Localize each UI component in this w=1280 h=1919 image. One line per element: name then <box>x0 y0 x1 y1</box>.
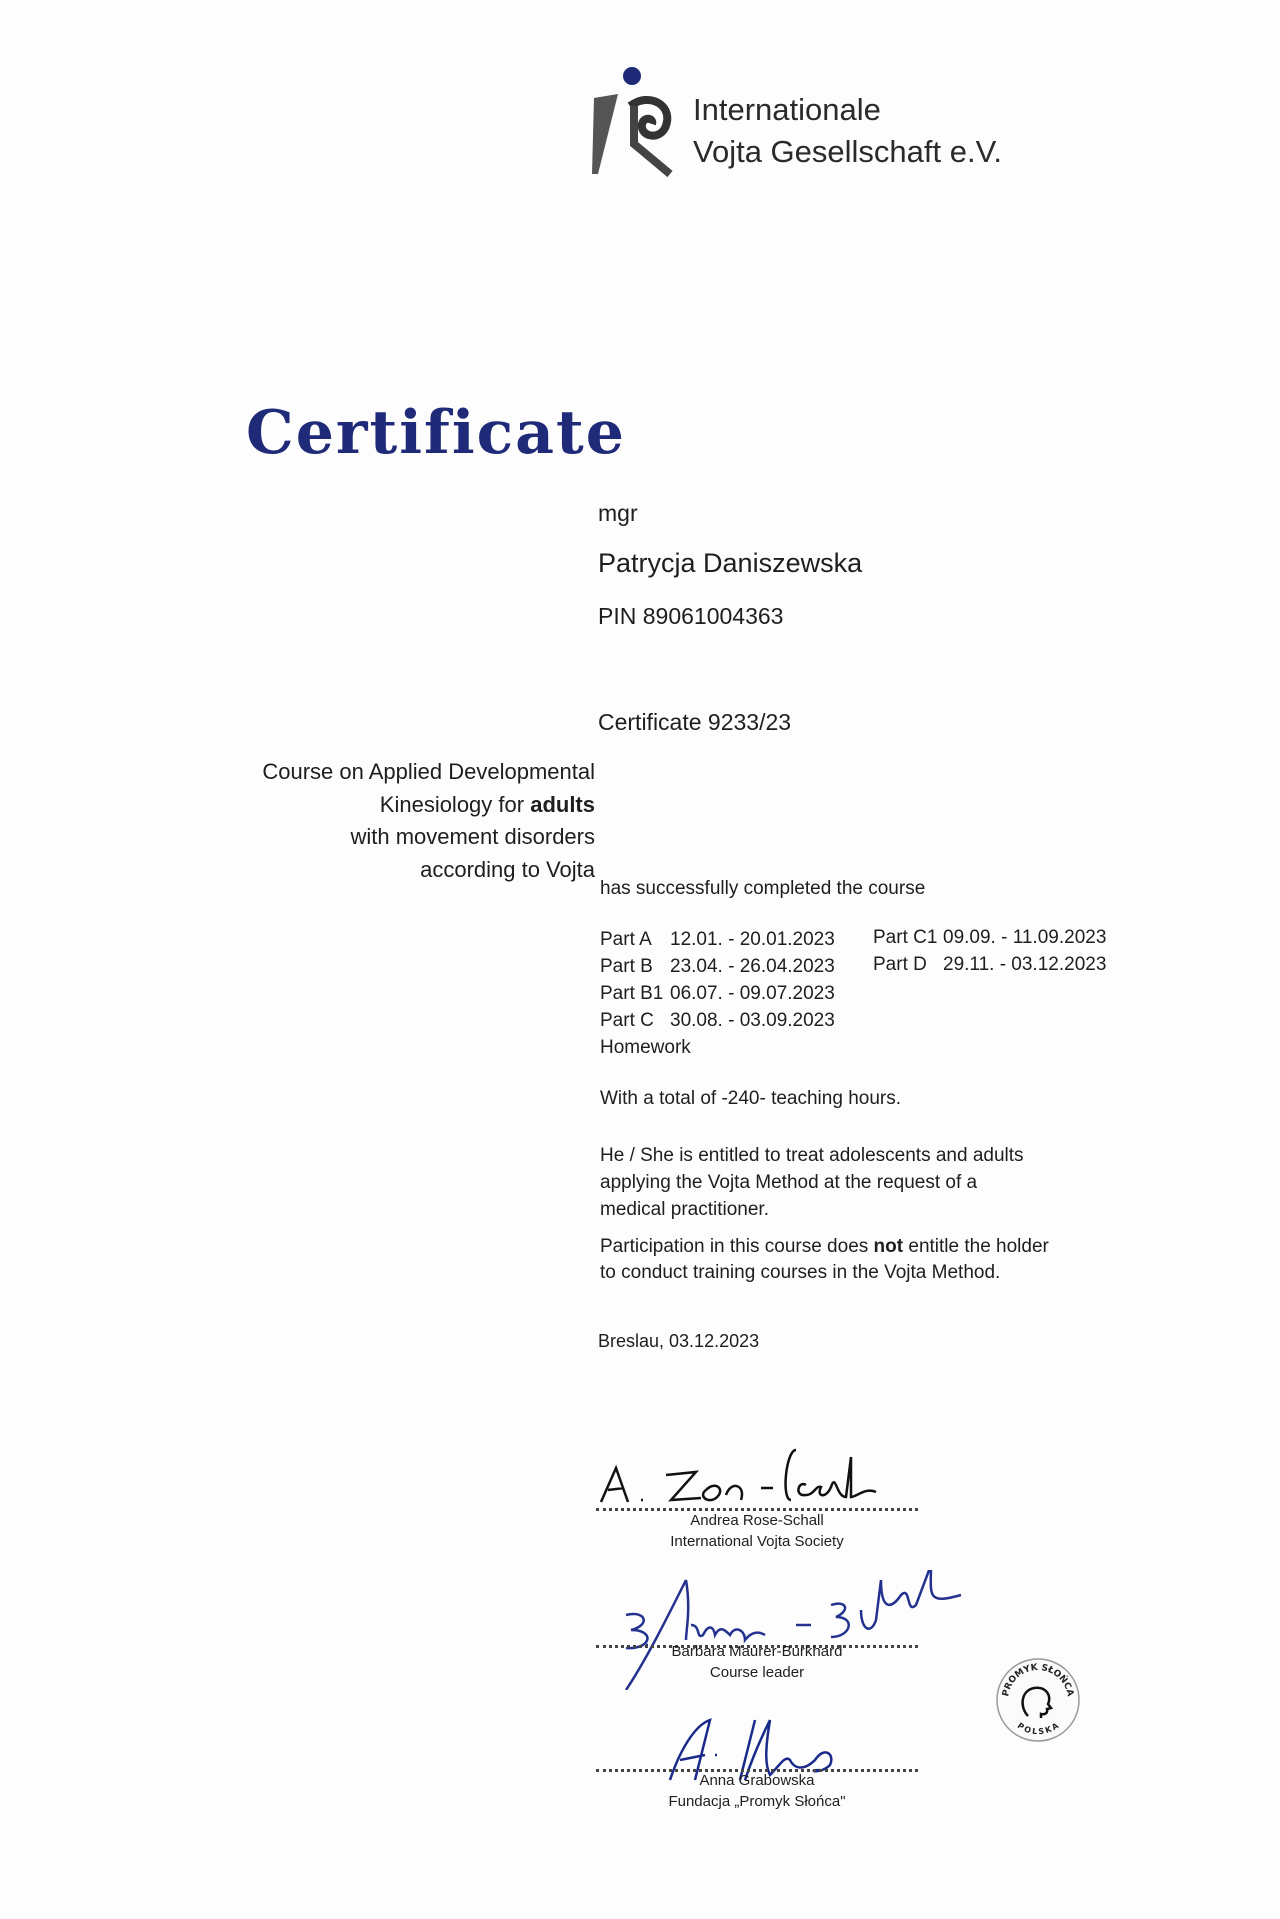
course-line: Kinesiology for adults <box>379 791 595 817</box>
certificate-number: Certificate 9233/23 <box>598 709 792 735</box>
course-line: with movement disorders <box>350 824 595 849</box>
foundation-stamp <box>994 1656 1082 1749</box>
total-hours: With a total of -240- teaching hours. <box>600 1088 901 1109</box>
part-row: Part C1 09.09. - 11.09.2023 <box>873 927 1107 948</box>
signatory-1: Andrea Rose-Schall International Vojta Society <box>670 1512 844 1550</box>
recipient-pin: PIN 89061004363 <box>598 603 784 629</box>
entitlement-text: He / She is entitled to treat adolescents and adults applying the Vojta Method at the request of a medical practitioner. <box>600 1145 1024 1220</box>
certificate-title: Certificate <box>246 398 626 468</box>
part-row: Part B1 06.07. - 09.07.2023 <box>600 983 835 1004</box>
course-line: Course on Applied Developmental <box>262 759 595 784</box>
part-row: Part C 30.08. - 03.09.2023 <box>600 1010 835 1031</box>
course-line: according to Vojta <box>420 856 595 882</box>
org-name-line1: Internationale <box>693 92 881 127</box>
participation-text: Participation in this course does not entitle the holder to conduct training courses in the Vojta Method. <box>600 1236 1049 1283</box>
recipient-title: mgr <box>598 500 638 526</box>
svg-text:PROMYK SŁOŃCA: PROMYK SŁOŃCA <box>1001 1662 1075 1698</box>
part-row: Part D 29.11. - 03.12.2023 <box>873 954 1107 975</box>
stamp-seal-icon <box>994 1656 1082 1744</box>
parts-column-1 <box>600 926 835 1061</box>
part-row: Part B 23.04. - 26.04.2023 <box>600 956 835 977</box>
org-name-line2: Vojta Gesellschaft e.V. <box>693 134 1003 169</box>
homework: Homework <box>600 1037 691 1058</box>
signatory-3: Anna Grabowska Fundacja „Promyk Słońca" <box>668 1772 846 1810</box>
signature-rose-schall <box>596 1440 926 1510</box>
course-description <box>262 756 595 886</box>
course-bold-word: adults <box>530 791 595 817</box>
place-date: Breslau, 03.12.2023 <box>598 1331 760 1351</box>
signatory-2: Barbara Maurer-Burkhard Course leader <box>671 1643 843 1681</box>
logo <box>590 66 680 178</box>
completed-text: has successfully completed the course <box>600 878 926 899</box>
vojta-logo-icon <box>590 66 680 178</box>
svg-text:POLSKA: POLSKA <box>1015 1721 1061 1737</box>
parts-column-2 <box>873 924 1106 978</box>
recipient-name: Patrycja Daniszewska <box>598 548 863 578</box>
part-row: Part A 12.01. - 20.01.2023 <box>600 929 835 950</box>
